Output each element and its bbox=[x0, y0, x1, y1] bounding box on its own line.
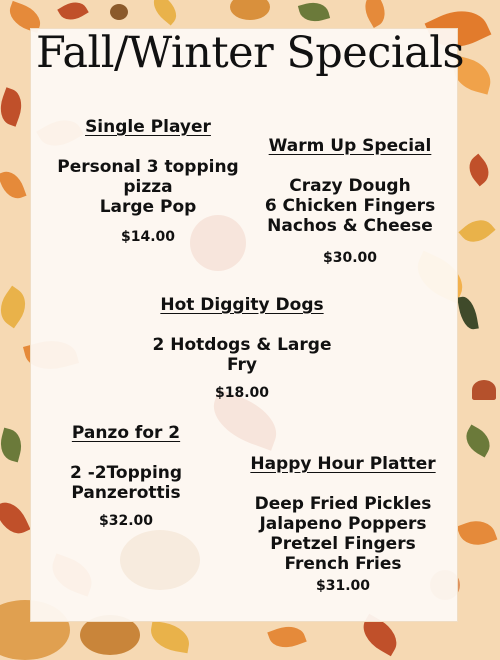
leaf-decoration bbox=[0, 167, 27, 202]
special-item: Personal 3 topping bbox=[57, 157, 239, 177]
special-item: Deep Fried Pickles bbox=[254, 494, 432, 514]
special-item: Panzerottis bbox=[71, 483, 181, 503]
special-price: $32.00 bbox=[98, 513, 154, 529]
leaf-decoration bbox=[463, 154, 495, 187]
special-item: Crazy Dough bbox=[289, 176, 411, 196]
special-item: Pretzel Fingers bbox=[270, 534, 416, 554]
special-item: 6 Chicken Fingers bbox=[264, 196, 436, 216]
leaf-decoration bbox=[460, 424, 495, 457]
leaf-decoration bbox=[0, 87, 27, 126]
special-hot-diggity-dogs bbox=[142, 295, 342, 401]
acorn-decoration bbox=[110, 4, 128, 20]
special-item: Large Pop bbox=[99, 197, 197, 217]
leaf-decoration bbox=[57, 0, 89, 25]
special-price: $14.00 bbox=[120, 229, 176, 245]
leaf-decoration bbox=[359, 0, 391, 28]
special-heading: Panzo for 2 bbox=[71, 423, 181, 443]
special-price: $30.00 bbox=[322, 250, 378, 266]
leaf-decoration bbox=[0, 286, 33, 329]
special-heading: Hot Diggity Dogs bbox=[160, 295, 324, 315]
special-price: $18.00 bbox=[214, 385, 270, 401]
leaf-decoration bbox=[457, 295, 479, 331]
leaf-decoration bbox=[148, 0, 183, 26]
special-item: 2 -2Topping bbox=[69, 463, 183, 483]
special-happy-hour-platter bbox=[238, 454, 448, 594]
page-title: Fall/Winter Specials bbox=[35, 28, 465, 78]
special-price: $31.00 bbox=[315, 578, 371, 594]
special-item: 2 Hotdogs & Large bbox=[152, 335, 332, 355]
special-item: Fry bbox=[227, 355, 257, 375]
leaf-decoration bbox=[298, 0, 330, 25]
special-item: Jalapeno Poppers bbox=[259, 514, 427, 534]
leaf-decoration bbox=[457, 515, 498, 551]
special-item: pizza bbox=[123, 177, 173, 197]
special-warm-up bbox=[250, 136, 450, 266]
leaf-decoration bbox=[267, 621, 306, 653]
mushroom-decoration bbox=[472, 380, 496, 400]
special-heading: Warm Up Special bbox=[268, 136, 432, 156]
special-item: Nachos & Cheese bbox=[267, 216, 433, 236]
special-single-player bbox=[48, 117, 248, 245]
pumpkin-watermark bbox=[120, 530, 200, 590]
special-panzo-for-2 bbox=[26, 423, 226, 529]
special-heading: Happy Hour Platter bbox=[250, 454, 436, 474]
leaf-decoration bbox=[0, 428, 26, 463]
special-heading: Single Player bbox=[85, 117, 211, 137]
leaf-decoration bbox=[148, 621, 192, 654]
pumpkin-decoration bbox=[230, 0, 270, 20]
leaf-decoration bbox=[458, 213, 495, 249]
special-item: French Fries bbox=[284, 554, 402, 574]
